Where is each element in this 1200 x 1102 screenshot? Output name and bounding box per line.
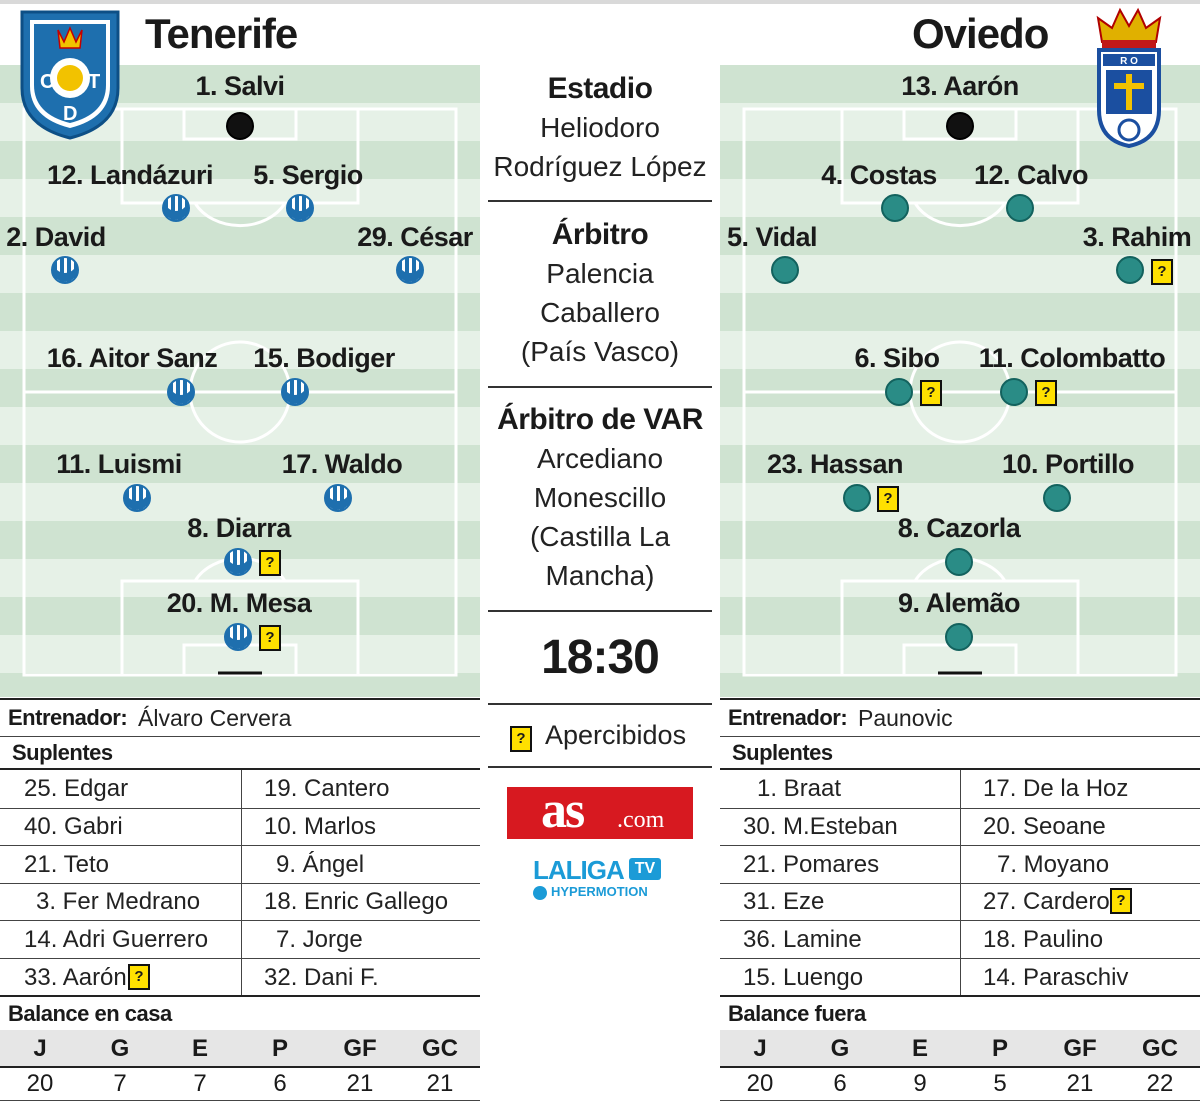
away-sub-right: 27. Cardero <box>983 888 1110 915</box>
stat-header: E <box>191 1035 208 1062</box>
stat-value: 21 <box>426 1070 454 1097</box>
home-coach-label: Entrenador: <box>8 705 128 730</box>
away-sub-right: 14. Paraschiv <box>983 964 1129 991</box>
row-divider <box>0 736 480 737</box>
center-divider <box>488 610 712 612</box>
away-player-name: 11. Colombatto <box>978 343 1166 373</box>
away-balance-label: Balance fuera <box>728 1001 866 1026</box>
stadium-name-line: Rodríguez López <box>493 151 707 182</box>
yellow-card-warning-icon: ? <box>1151 259 1173 285</box>
stat-header: J <box>753 1035 767 1062</box>
home-player-dot <box>281 378 309 406</box>
row-divider <box>0 768 480 770</box>
away-player-dot <box>945 548 973 576</box>
away-player-dot <box>1043 484 1071 512</box>
var-block <box>480 403 720 595</box>
away-player-name: 10. Portillo <box>1001 449 1135 479</box>
yellow-card-warning-icon: ? <box>1110 888 1132 914</box>
stat-value: 20 <box>746 1070 774 1097</box>
row-divider <box>720 845 1200 846</box>
home-goalkeeper-dot <box>226 112 254 140</box>
stat-header: GF <box>343 1035 377 1062</box>
row-divider <box>720 736 1200 737</box>
home-sub-right: 9. Ángel <box>276 851 365 878</box>
var-label: Árbitro de VAR <box>497 403 703 436</box>
home-section-rule <box>0 698 480 700</box>
home-player-name: 11. Luismi <box>56 449 182 479</box>
center-divider <box>488 386 712 388</box>
away-sub-left: 36. Lamine <box>743 926 862 953</box>
away-sub-left: 21. Pomares <box>743 851 880 878</box>
home-player-name: 17. Waldo <box>281 449 403 479</box>
var-name-line: Mancha) <box>545 560 655 591</box>
stat-header: E <box>911 1035 928 1062</box>
center-divider <box>488 766 712 768</box>
yellow-card-warning-icon: ? <box>877 486 899 512</box>
home-sub-left: 33. Aarón <box>24 964 127 991</box>
stat-header: GC <box>422 1035 458 1062</box>
home-player-name: 2. David <box>6 222 106 252</box>
laliga-tv-logo <box>533 855 673 905</box>
away-player-dot <box>1116 256 1144 284</box>
away-player-dot <box>843 484 871 512</box>
crest-letter-c: C <box>40 71 55 93</box>
top-border <box>0 0 1200 4</box>
home-player-name: 8. Diarra <box>187 513 291 543</box>
row-divider <box>720 1066 1200 1068</box>
row-divider <box>0 920 480 921</box>
stat-header: P <box>271 1035 288 1062</box>
home-sub-left: 21. Teto <box>24 851 109 878</box>
home-player-dot <box>123 484 151 512</box>
away-player-dot <box>881 194 909 222</box>
away-player-dot <box>1000 378 1028 406</box>
referee-label: Árbitro <box>551 218 649 251</box>
stat-header: GF <box>1063 1035 1097 1062</box>
row-divider <box>720 995 1200 997</box>
row-divider <box>0 1066 480 1068</box>
away-sub-right: 20. Seoane <box>983 813 1106 840</box>
home-sub-right: 7. Jorge <box>276 926 363 953</box>
away-sub-right: 17. De la Hoz <box>983 775 1129 802</box>
row-divider <box>720 920 1200 921</box>
stat-value: 21 <box>1066 1070 1094 1097</box>
row-divider <box>720 1100 1200 1101</box>
crest-letter-t: T <box>88 71 101 93</box>
as-logo-suffix: .com <box>617 807 665 833</box>
away-sub-left: 30. M.Esteban <box>743 813 898 840</box>
home-coach-name: Álvaro Cervera <box>138 705 292 731</box>
home-player-dot <box>167 378 195 406</box>
stadium-block <box>480 72 720 186</box>
home-team-name: Tenerife <box>145 10 298 57</box>
stat-header: G <box>830 1035 850 1062</box>
home-sub-left: 25. Edgar <box>24 775 129 802</box>
referee-name-line: (País Vasco) <box>520 336 680 367</box>
away-goalkeeper-dot <box>946 112 974 140</box>
yellow-card-legend-icon: ? <box>510 726 532 752</box>
stadium-label: Estadio <box>547 72 653 105</box>
away-player-name: 13. Aarón <box>901 71 1019 101</box>
away-player-dot <box>1006 194 1034 222</box>
away-section-rule <box>720 698 1200 700</box>
as-logo-text: as <box>541 782 584 839</box>
home-sub-right: 32. Dani F. <box>264 964 379 991</box>
away-player-name: 5. Vidal <box>726 222 818 252</box>
yellow-card-warning-icon: ? <box>1035 380 1057 406</box>
away-sub-left: 1. Braat <box>757 775 842 802</box>
away-player-dot <box>771 256 799 284</box>
home-sub-left: 14. Adri Guerrero <box>24 926 209 953</box>
laliga-tv-badge: TV <box>629 858 661 880</box>
away-sub-left: 31. Eze <box>743 888 825 915</box>
home-player-dot <box>224 548 252 576</box>
yellow-card-warning-icon: ? <box>920 380 942 406</box>
away-player-name: 3. Rahim <box>1082 222 1192 252</box>
away-player-name: 9. Alemão <box>897 588 1021 618</box>
yellow-card-warning-icon: ? <box>128 964 150 990</box>
home-player-dot <box>162 194 190 222</box>
home-player-name: 16. Aitor Sanz <box>46 343 218 373</box>
row-divider <box>720 808 1200 809</box>
warned-legend-label: Apercibidos <box>545 720 687 750</box>
home-player-dot <box>324 484 352 512</box>
home-subs-label: Suplentes <box>12 740 113 765</box>
away-coach-name: Paunovic <box>858 705 953 731</box>
referee-name-line: Palencia <box>546 258 654 289</box>
home-sub-left: 40. Gabri <box>24 813 123 840</box>
stat-value: 22 <box>1146 1070 1174 1097</box>
stat-value: 6 <box>833 1070 847 1097</box>
away-player-name: 6. Sibo <box>854 343 940 373</box>
home-player-name: 29. César <box>357 222 473 252</box>
referee-block <box>480 218 720 371</box>
stat-header: GC <box>1142 1035 1178 1062</box>
laliga-logo-text: LALIGA <box>533 855 624 885</box>
home-player-name: 5. Sergio <box>253 160 363 190</box>
kickoff-time: 18:30 <box>541 631 659 684</box>
home-balance-label: Balance en casa <box>8 1001 172 1026</box>
away-coach-label: Entrenador: <box>728 705 848 730</box>
home-player-name: 20. M. Mesa <box>166 588 312 618</box>
away-player-dot <box>945 623 973 651</box>
tenerife-crest-logo <box>18 8 122 140</box>
hypermotion-icon <box>533 886 547 900</box>
home-sub-right: 19. Cantero <box>264 775 390 802</box>
row-divider <box>0 958 480 959</box>
var-name-line: Arcediano <box>536 443 664 474</box>
row-divider <box>0 845 480 846</box>
home-player-name: 12. Landázuri <box>46 160 214 190</box>
yellow-card-warning-icon: ? <box>259 550 281 576</box>
laliga-sub-text: HYPERMOTION <box>551 884 648 899</box>
stat-value: 7 <box>113 1070 127 1097</box>
home-player-dot <box>396 256 424 284</box>
row-divider <box>0 995 480 997</box>
away-sub-right: 18. Paulino <box>983 926 1104 953</box>
crest-letter-d: D <box>63 103 78 125</box>
var-name-line: (Castilla La <box>529 521 671 552</box>
away-sub-right: 7. Moyano <box>997 851 1110 878</box>
away-subs-label: Suplentes <box>732 740 833 765</box>
referee-name-line: Caballero <box>540 297 660 328</box>
stat-value: 5 <box>993 1070 1007 1097</box>
stat-value: 20 <box>26 1070 54 1097</box>
away-player-name: 4. Costas <box>821 160 937 190</box>
row-divider <box>720 883 1200 884</box>
home-player-name: 15. Bodiger <box>253 343 395 373</box>
oviedo-crest-letters: R O <box>1120 56 1138 67</box>
stat-value: 7 <box>193 1070 207 1097</box>
home-player-dot <box>224 623 252 651</box>
away-team-name: Oviedo <box>912 10 1049 57</box>
home-sub-right: 10. Marlos <box>264 813 377 840</box>
stat-value: 21 <box>346 1070 374 1097</box>
home-player-dot <box>51 256 79 284</box>
as-com-logo[interactable] <box>507 782 693 839</box>
stat-value: 9 <box>913 1070 927 1097</box>
var-name-line: Monescillo <box>533 482 667 513</box>
stat-header: P <box>991 1035 1008 1062</box>
home-sub-right: 18. Enric Gallego <box>264 888 449 915</box>
away-sub-left: 15. Luengo <box>743 964 864 991</box>
stat-value: 6 <box>273 1070 287 1097</box>
away-player-dot <box>885 378 913 406</box>
center-divider <box>488 200 712 202</box>
row-divider <box>720 958 1200 959</box>
stat-header: J <box>33 1035 47 1062</box>
oviedo-crest-logo <box>1094 6 1164 148</box>
home-player-name: 1. Salvi <box>195 71 285 101</box>
stat-header: G <box>110 1035 130 1062</box>
row-divider <box>0 1100 480 1101</box>
row-divider <box>0 808 480 809</box>
away-player-name: 23. Hassan <box>766 449 904 479</box>
stadium-name-line: Heliodoro <box>540 112 660 143</box>
yellow-card-warning-icon: ? <box>259 625 281 651</box>
row-divider <box>0 883 480 884</box>
center-divider <box>488 703 712 705</box>
away-player-name: 8. Cazorla <box>897 513 1021 543</box>
away-player-name: 12. Calvo <box>973 160 1089 190</box>
home-sub-left: 3. Fer Medrano <box>36 888 201 915</box>
home-player-dot <box>286 194 314 222</box>
